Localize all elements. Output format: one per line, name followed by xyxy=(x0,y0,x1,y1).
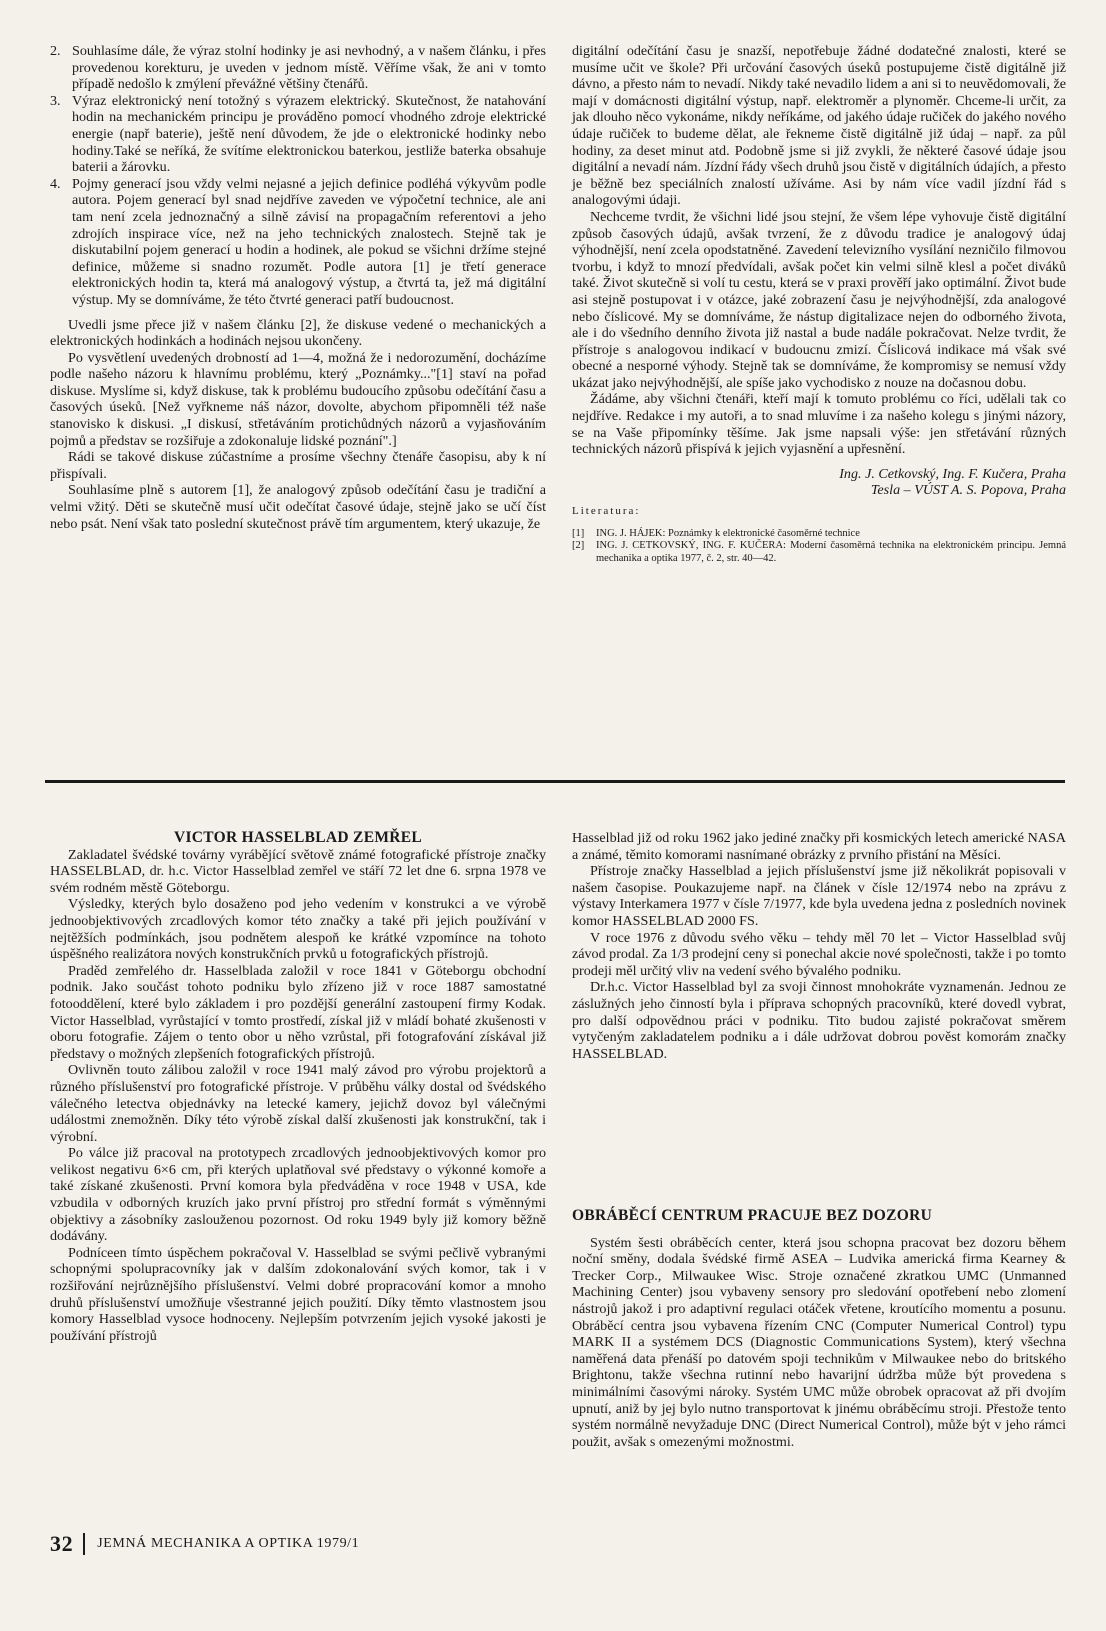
article-paragraph: Dr.h.c. Victor Hasselblad byl za svoji činnost mnohokráte vyznamenán. Jednou ze záslužných jeho činností byla i příprava schopných pracovníků, které dovedl vybrat, pro další odpovědnou práci v podniku. Tito budou zajisté pokračovat směrem vytyčeným zakladatelem podniku a i dále udržovat dobrou pověst komorám značky HASSELBLAD. xyxy=(572,979,1066,1062)
letter-paragraph: Žádáme, aby všichni čtenáři, kteří mají k tomuto problému co říci, udělali tak co nejdříve. Redakce i my autoři, a to snad mluvíme i za našeho kolegu s jinými názory, se na Vaše připomínky těšíme. Jak jsme napsali výše: jen střetávání různých technických názorů přispívá k jejich vyjasnění a upřesnění. xyxy=(572,391,1066,458)
letter-item-3 xyxy=(50,93,546,176)
reference-text: ING. J. HÁJEK: Poznámky k elektronické časoměrné technice xyxy=(596,527,860,539)
page-footer xyxy=(50,1531,359,1557)
letter-left-column xyxy=(50,43,546,532)
letter-paragraph: Rádi se takové diskuse zúčastníme a prosíme všechny čtenáře časopisu, aby k ní přispívali. xyxy=(50,449,546,482)
item-number: 2. xyxy=(50,43,61,59)
item-text: Pojmy generací jsou vždy velmi nejasné a jejich definice podléhá výkyvům podle autora. Pojem generací byl snad nejdříve zaveden ve výpočetní technice, ale ani tam není zcela jednoznačný a silně závisí na propagačním referentovi a jeho zdrojích inspirace více, než na jeho technických znalostech. Stejně tak je diskutabilní pojem generací u hodin a hodinek, ale pokud se všichni držíme stejné definice, můžeme si snadno rozumět. Podle autora [1] je třetí generace elektronických hodin ta, která má analogový výstup, a čtvrtá ta, jež má digitální výstup. My se domníváme, že této čtvrté generaci patří budoucnost. xyxy=(72,175,546,308)
letter-paragraph: Souhlasíme plně s autorem [1], že analogový způsob odečítání času je tradiční a velmi vžitý. Děti se skutečně musí učit odečítat časové údaje, stejně jako se učí číst nebo psát. Není však tato poslední skutečnost právě tím argumentem, který ukazuje, že xyxy=(50,482,546,532)
obrabeci-article xyxy=(572,1208,1066,1450)
letter-paragraph: Uvedli jsme přece již v našem článku [2], že diskuse vedené o mechanických a elektronických hodinkách a hodinách nejsou ukončeny. xyxy=(50,316,546,350)
item-text: Výraz elektronický není totožný s výrazem elektrický. Skutečnost, že natahování hodin na mechanickém principu je prováděno pomocí vhodného zdroje elektrické energie (např baterie), ještě není důvodem, že jde o elektronické hodinky nebo hodiny.Také se neříká, že svítíme elektronickou baterkou, jestliže baterka obsahuje baterii a žárovku. xyxy=(72,92,546,176)
reference-number: [2] xyxy=(572,540,585,552)
article-paragraph: Hasselblad již od roku 1962 jako jediné značky při kosmických letech americké NASA a známé, těmito komorami nasnímané obrázky z prvního přistání na Měsíci. xyxy=(572,830,1066,863)
article-paragraph: Přístroje značky Hasselblad a jejich příslušenství jsme již několikrát popisovali v našem časopise. Poukazujeme např. na článek v čísle 12/1974 nebo na zprávu z výstavy Interkamera 1977 v čísle 7/1977, kde byla uvedena jedna z posledních novinek komor HASSELBLAD 2000 FS. xyxy=(572,863,1066,929)
article-paragraph: Podníceen tímto úspěchem pokračoval V. Hasselblad se svými pečlivě vybranými schopnými spolupracovníky jak v dalším zdokonalování svých komor, tak i v rozšiřování nejrůznějšího příslušenství. Velmi dobré propracování komor a mnoho druhů příslušenství umožňuje všestranné jejich použití. Díky těmto vlastnostem jsou komory Hasselblad vysoce hodnoceny. Nejlepším potvrzením jejich vysoké jakosti je používání přístrojů xyxy=(50,1244,546,1344)
author-signature: Ing. J. Cetkovský, Ing. F. Kučera, Praha xyxy=(839,465,1066,482)
hasselblad-right-column xyxy=(572,830,1066,1062)
reference-item xyxy=(572,540,1066,565)
journal-name: JEMNÁ MECHANIKA A OPTIKA 1979/1 xyxy=(97,1536,360,1551)
item-text: Souhlasíme dále, že výraz stolní hodinky je asi nevhodný, a v našem článku, i přes provedenou korekturu, je uveden v jednom místě. Věříme však, že ani v tomto případě nedošlo k zmýlení převážné většiny čtenářů. xyxy=(72,43,546,93)
letter-paragraph: Nechceme tvrdit, že všichni lidé jsou stejní, že všem lépe vyhovuje čistě digitální způsob časových údajů, avšak tvrzení, že z důvodu tradice je analogový údaj výhodnější, není zcela opodstatněné. Zavedení televizního vysílání nezničilo filmovou tvorbu, i když to mnozí předvídali, avšak počet kin velmi silně klesl a počet diváků také. Život skutečně si volí tu cestu, která se v praxi prověří jako optimální. Život bude asi stejně postupovat i v otázce, jaké zobrazení času je nejvýhodnější, zda analogové nebo číslicové. My se domníváme, že nástup digitalizace nejen do odborného života, ale i do všedního denního života již nastal a bude nadále pokračovat. Nelze tvrdit, že přístroje s analogovou indikací v budoucnu zmizí. Číslicová indikace má však své obecné a nesporné výhody. Stejně tak se domníváme, že kompromisy se nemusí vždy ukázat jako nejvýhodnější, ale spíše jako vychodisko z nouze na dočasnou dobu. xyxy=(572,208,1066,391)
article-paragraph: V roce 1976 z důvodu svého věku – tehdy měl 70 let – Victor Hasselblad svůj závod prodal. Za 1/3 prodejní ceny si ponechal akcie nové společnosti, takže i po tomto prodeji měl určitý vliv na vedení svého bývalého podniku. xyxy=(572,929,1066,979)
letter-item-4 xyxy=(50,176,546,309)
item-number: 4. xyxy=(50,175,61,192)
hasselblad-left-column xyxy=(50,830,546,1344)
article-paragraph: Zakladatel švédské továrny vyrábějící světově známé fotografické přístroje značky HASSELBLAD, dr. h.c. Victor Hasselblad zemřel ve stáří 72 let dne 6. srpna 1978 ve svém rodném městě Göteborgu. xyxy=(50,846,546,896)
page-number: 32 xyxy=(50,1531,74,1556)
article-title: VICTOR HASSELBLAD ZEMŘEL xyxy=(173,829,423,846)
article-title: OBRÁBĚCÍ CENTRUM PRACUJE BEZ DOZORU xyxy=(572,1207,933,1224)
section-divider xyxy=(45,780,1065,783)
article-paragraph: Systém šesti obráběcích center, která jsou schopna pracovat bez dozoru během noční směny, dodala švédské firmě ASEA – Ludvika americká firma Kearney & Trecker Corp., Milwaukee Wisc. Stroje označené zkratkou UMC (Unmanned Machining Center) jsou vybaveny sensory pro sledování opotřebení nebo zlomení nástrojů jakož i pro adaptivní regulaci otáček vřetene, kroutícího momentu a posunu. Obráběcí centra jsou vybavena řízením CNC (Computer Numerical Control) typu MARK II a systémem DCS (Diagnostic Communications System), který všechna naměřená data přenáší po datovém spoji technikům v Milwaukee nebo do britského Brightonu, takže všechna rutinní nebo havarijní údržba může být provedena s minimálními časovými nároky. Systém UMC může obrobek opracovat až při dvojím upnutí, aniž by jej bylo nutno transportovat k jinému obráběcímu stroji. Přestože tento systém normálně nevyžaduje DNC (Direct Numerical Control), může být v jeho rámci použit, avšak s omezenými možnostmi. xyxy=(572,1234,1066,1450)
reference-number: [1] xyxy=(572,527,585,539)
letter-paragraph: digitální odečítání času je snazší, nepotřebuje žádné dodatečné znalosti, které se musíme učit ve škole? Při určování časových úseků postupujeme čistě digitálně již dávno, a přesto nám to nevadí. Nikdy také nevadilo lidem a ani si to neuvědomovali, že mají v domácnosti digitální výstup, např. elektroměr a plynoměr. Chceme-li určit, za jak dlouho něco vykonáme, nikdy neříkáme, od jakého údaje ručiček do jakého nového údaje ručiček to budeme dělat, ale řekneme čistě digitálně již údaj – např. za půl hodiny, za deset minut atd. Podobně jsme si již zvykli, že některé časové údaje jsou digitální a nevadí nám. Jízdní řády všech druhů jsou čistě v digitálních údajích, a přesto je běžně bez speciálních znalostí užíváme. Asi by nám více vadil jízdní řád s analogovými údaji. xyxy=(572,43,1066,209)
references-label: Literatura: xyxy=(572,505,641,518)
item-number: 3. xyxy=(50,92,61,109)
article-paragraph: Po válce již pracoval na prototypech zrcadlových jednoobjektivových komor pro velikost negativu 6×6 cm, při kterých uplatňoval své představy o výkonné komoře a také získané zkušenosti. První komora byla předváděna v roce 1948 v USA, kde vzbudila v odborných kruzích jako první přístroj pro střední formát s výměnnými objektivy a zásobníky zaslouženou pozornost. Od roku 1949 byly již komory běžně dodávány. xyxy=(50,1145,546,1245)
article-paragraph: Ovlivněn touto zálibou založil v roce 1941 malý závod pro výrobu projektorů a různého příslušenství pro fotografické přístroje. V průběhu války dostal od švédského válečného letectva objednávky na letecké kamery, jejichž dovoz byl válečnými událostmi znemožněn. Díky této výrobě získal další zkušenosti jak konstrukční, tak i výrobní. xyxy=(50,1062,546,1145)
author-affiliation: Tesla – VÚST A. S. Popova, Praha xyxy=(870,482,1066,499)
letter-right-column xyxy=(572,43,1066,565)
letter-item-2 xyxy=(50,43,546,93)
letter-paragraph: Po vysvětlení uvedených drobností ad 1—4, možná že i nedorozumění, docházíme podle našeho názoru k hlavnímu problému, který „Poznámky..."[1] staví na pořad diskuse. Myslíme si, když diskuse, tak k problému budoucího způsobu odečítání času a časových úseků. [Než vyřkneme náš názor, dovolte, abychom připomněli též naše stanovisko k diskusi. „I diskusí, střetáváním protichůdných názorů a vyjasňováním pojmů a představ se rozšiřuje a zdokonaluje lidské poznání".] xyxy=(50,349,546,449)
footer-separator xyxy=(83,1533,85,1555)
reference-text: ING. J. CETKOVSKÝ, ING. F. KUČERA: Moderní časoměrná technika na elektronickém principu. Jemná mechanika a optika 1977, č. 2, str. 40—42. xyxy=(596,540,1066,564)
article-paragraph: Praděd zemřelého dr. Hasselblada založil v roce 1841 v Göteborgu obchodní podnik. Jako součást tohoto podniku bylo zřízeno již v roce 1887 samostatné fotooddělení, které bylo základem i pro pozdější generální zastoupení firmy Kodak. Victor Hasselblad, vyrůstající v tomto prostředí, získal již v mládí bohaté zkušenosti v oboru fotografie. Zájem o tento obor u něho vzrůstal, při fotografování získával již představy o možných zlepšeních fotografických přístrojů. xyxy=(50,962,546,1062)
article-paragraph: Výsledky, kterých bylo dosaženo pod jeho vedením v konstrukci a ve výrobě jednoobjektivových zrcadlových komor této značky a také při jejich používání v nejtěžších podmínkách, jsou podnětem alespoň ke krátké vzpomínce na tohoto úspěšného realizátora nových konstrukčních prvků u fotografických přístrojů. xyxy=(50,896,546,963)
reference-item xyxy=(572,528,1066,541)
